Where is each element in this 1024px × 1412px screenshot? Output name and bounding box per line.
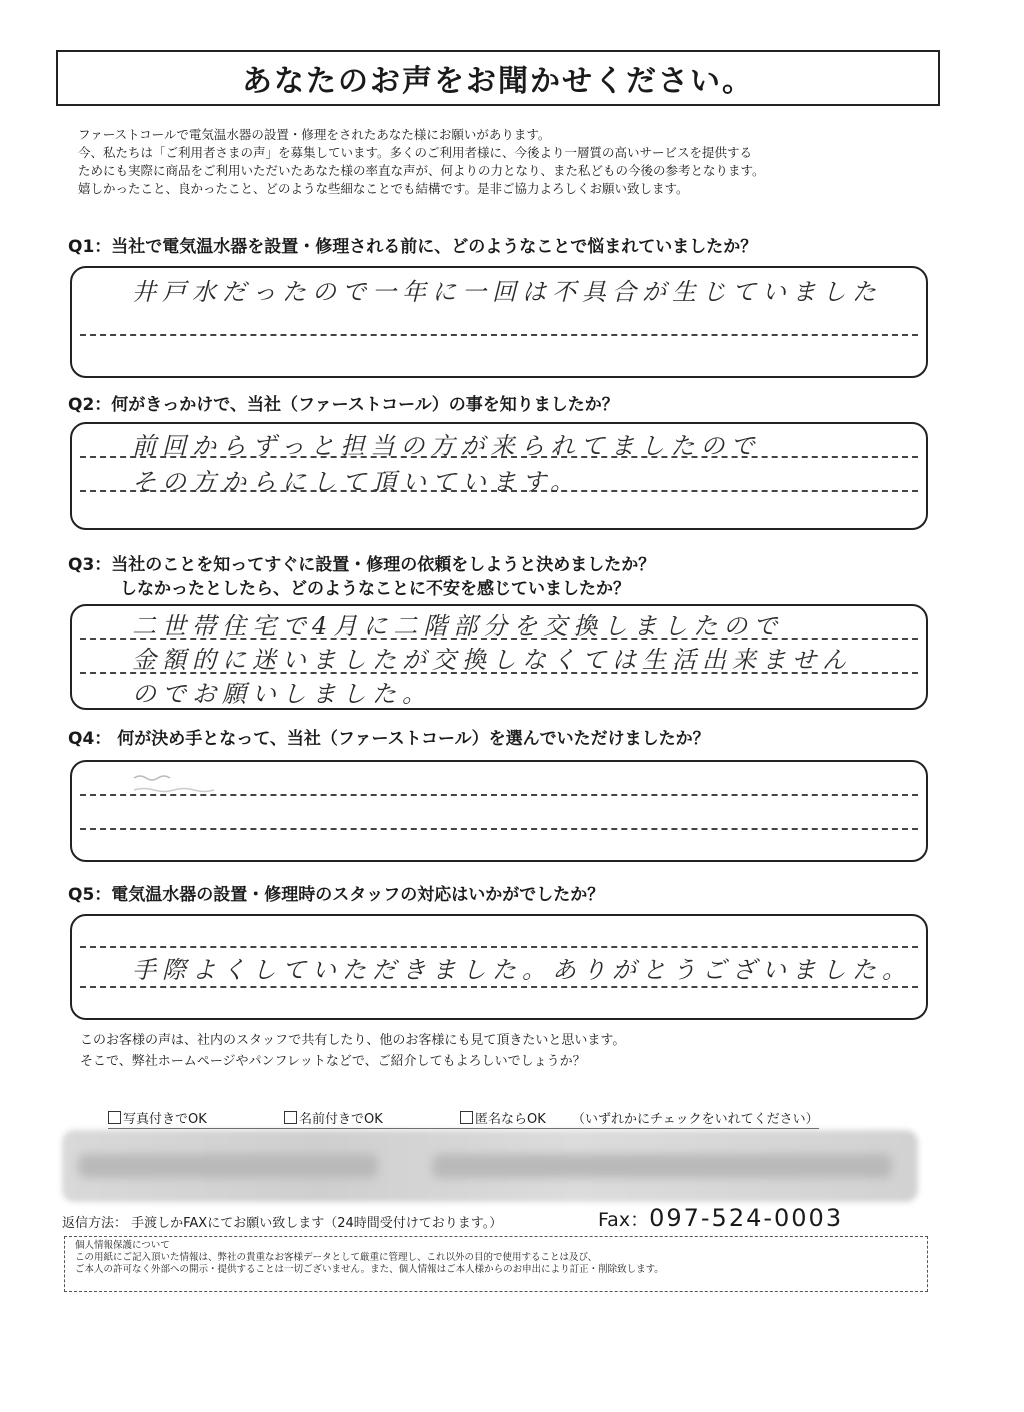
page-title: あなたのお声をお聞かせください。 bbox=[242, 64, 754, 99]
checkbox-photo[interactable] bbox=[108, 1108, 284, 1129]
title-box bbox=[56, 50, 940, 106]
checkbox-instruction bbox=[572, 1108, 819, 1129]
question-3-sublabel: しなかったとしたら、どのようなことに不安を感じていましたか？ bbox=[120, 579, 630, 599]
checkbox-instruction-text: （いずれかにチェックをいれてください） bbox=[572, 1112, 819, 1127]
checkbox-name[interactable] bbox=[284, 1108, 460, 1129]
closing-text bbox=[80, 1030, 625, 1072]
privacy-line: ご本人の許可なく外部への開示・提供することは一切ございません。また、個人情報はご本人様からのお申出により訂正・削除致します。 bbox=[75, 1264, 664, 1275]
privacy-notice bbox=[64, 1236, 928, 1292]
intro-line: ファーストコールで電気温水器の設置・修理をされたあなた様にお願いがあります。 bbox=[78, 127, 551, 142]
answer-box-5[interactable] bbox=[70, 914, 928, 1020]
answer-3-line-2: 金額的に迷いましたが交換しなくては生活出来ません bbox=[132, 646, 852, 674]
fax-info bbox=[598, 1204, 843, 1232]
consent-options bbox=[108, 1108, 819, 1129]
checkbox-anonymous-label: 匿名ならOK bbox=[475, 1112, 546, 1127]
question-5-label: Q5：電気温水器の設置・修理時のスタッフの対応はいかがでしたか？ bbox=[68, 885, 605, 905]
checkbox-name-label: 名前付きでOK bbox=[299, 1112, 383, 1127]
answer-box-3[interactable] bbox=[70, 604, 928, 710]
redacted-area bbox=[62, 1130, 918, 1202]
faint-mark bbox=[130, 768, 250, 796]
answer-5-line-1: 手際よくしていただきました。ありがとうございました。 bbox=[132, 956, 912, 984]
intro-line: ためにも実際に商品をご利用いただいたあなた様の率直な声が、何よりの力となり、また私どもの今後の参考となります。 bbox=[78, 163, 765, 178]
answer-box-2[interactable] bbox=[70, 422, 928, 530]
privacy-line: この用紙にご記入頂いた情報は、弊社の貴重なお客様データとして厳重に管理し、これ以外の目的で使用することは及び、 bbox=[75, 1252, 598, 1263]
checkbox-anonymous[interactable] bbox=[460, 1108, 572, 1129]
answer-2-line-1: 前回からずっと担当の方が来られてましたので bbox=[132, 432, 761, 460]
intro-line: 今、私たちは「ご利用者さまの声」を募集しています。多くのご利用者様に、今後より一層質の高いサービスを提供する bbox=[78, 145, 753, 160]
answer-3-line-1: 二世帯住宅で4月に二階部分を交換しましたので bbox=[132, 612, 784, 640]
answer-2-line-2: その方からにして頂いています。 bbox=[132, 468, 581, 496]
fax-number: 097-524-0003 bbox=[649, 1204, 844, 1232]
answer-box-1[interactable] bbox=[70, 266, 928, 378]
checkbox-photo-label: 写真付きでOK bbox=[123, 1112, 207, 1127]
fax-label: Fax： bbox=[598, 1209, 650, 1231]
question-4-label: Q4： 何が決め手となって、当社（ファーストコール）を選んでいただけましたか？ bbox=[68, 729, 710, 749]
checkbox-icon[interactable] bbox=[284, 1111, 297, 1124]
answer-box-4[interactable] bbox=[70, 760, 928, 862]
question-3-label: Q3：当社のことを知ってすぐに設置・修理の依頼をしようと決めましたか？ bbox=[68, 555, 656, 575]
answer-1-line-1: 井戸水だったので一年に一回は不具合が生じていました bbox=[132, 278, 882, 306]
return-method: 返信方法： 手渡しかFAXにてお願い致します（24時間受付けております。） bbox=[62, 1216, 503, 1231]
answer-3-line-3: のでお願いしました。 bbox=[132, 680, 432, 708]
intro-text bbox=[78, 126, 938, 198]
checkbox-icon[interactable] bbox=[460, 1111, 473, 1124]
question-1-label: Q1：当社で電気温水器を設置・修理される前に、どのようなことで悩まれていましたか？ bbox=[68, 237, 758, 257]
privacy-heading: 個人情報保護について bbox=[75, 1240, 170, 1251]
checkbox-icon[interactable] bbox=[108, 1111, 121, 1124]
question-2-label: Q2：何がきっかけで、当社（ファーストコール）の事を知りましたか？ bbox=[68, 395, 619, 415]
closing-line: そこで、弊社ホームページやパンフレットなどで、ご紹介してもよろしいでしょうか？ bbox=[80, 1054, 586, 1069]
closing-line: このお客様の声は、社内のスタッフで共有したり、他のお客様にも見て頂きたいと思います。 bbox=[80, 1033, 626, 1048]
intro-line: 嬉しかったこと、良かったこと、どのような些細なことでも結構です。是非ご協力よろしくお願い致します。 bbox=[78, 181, 689, 196]
